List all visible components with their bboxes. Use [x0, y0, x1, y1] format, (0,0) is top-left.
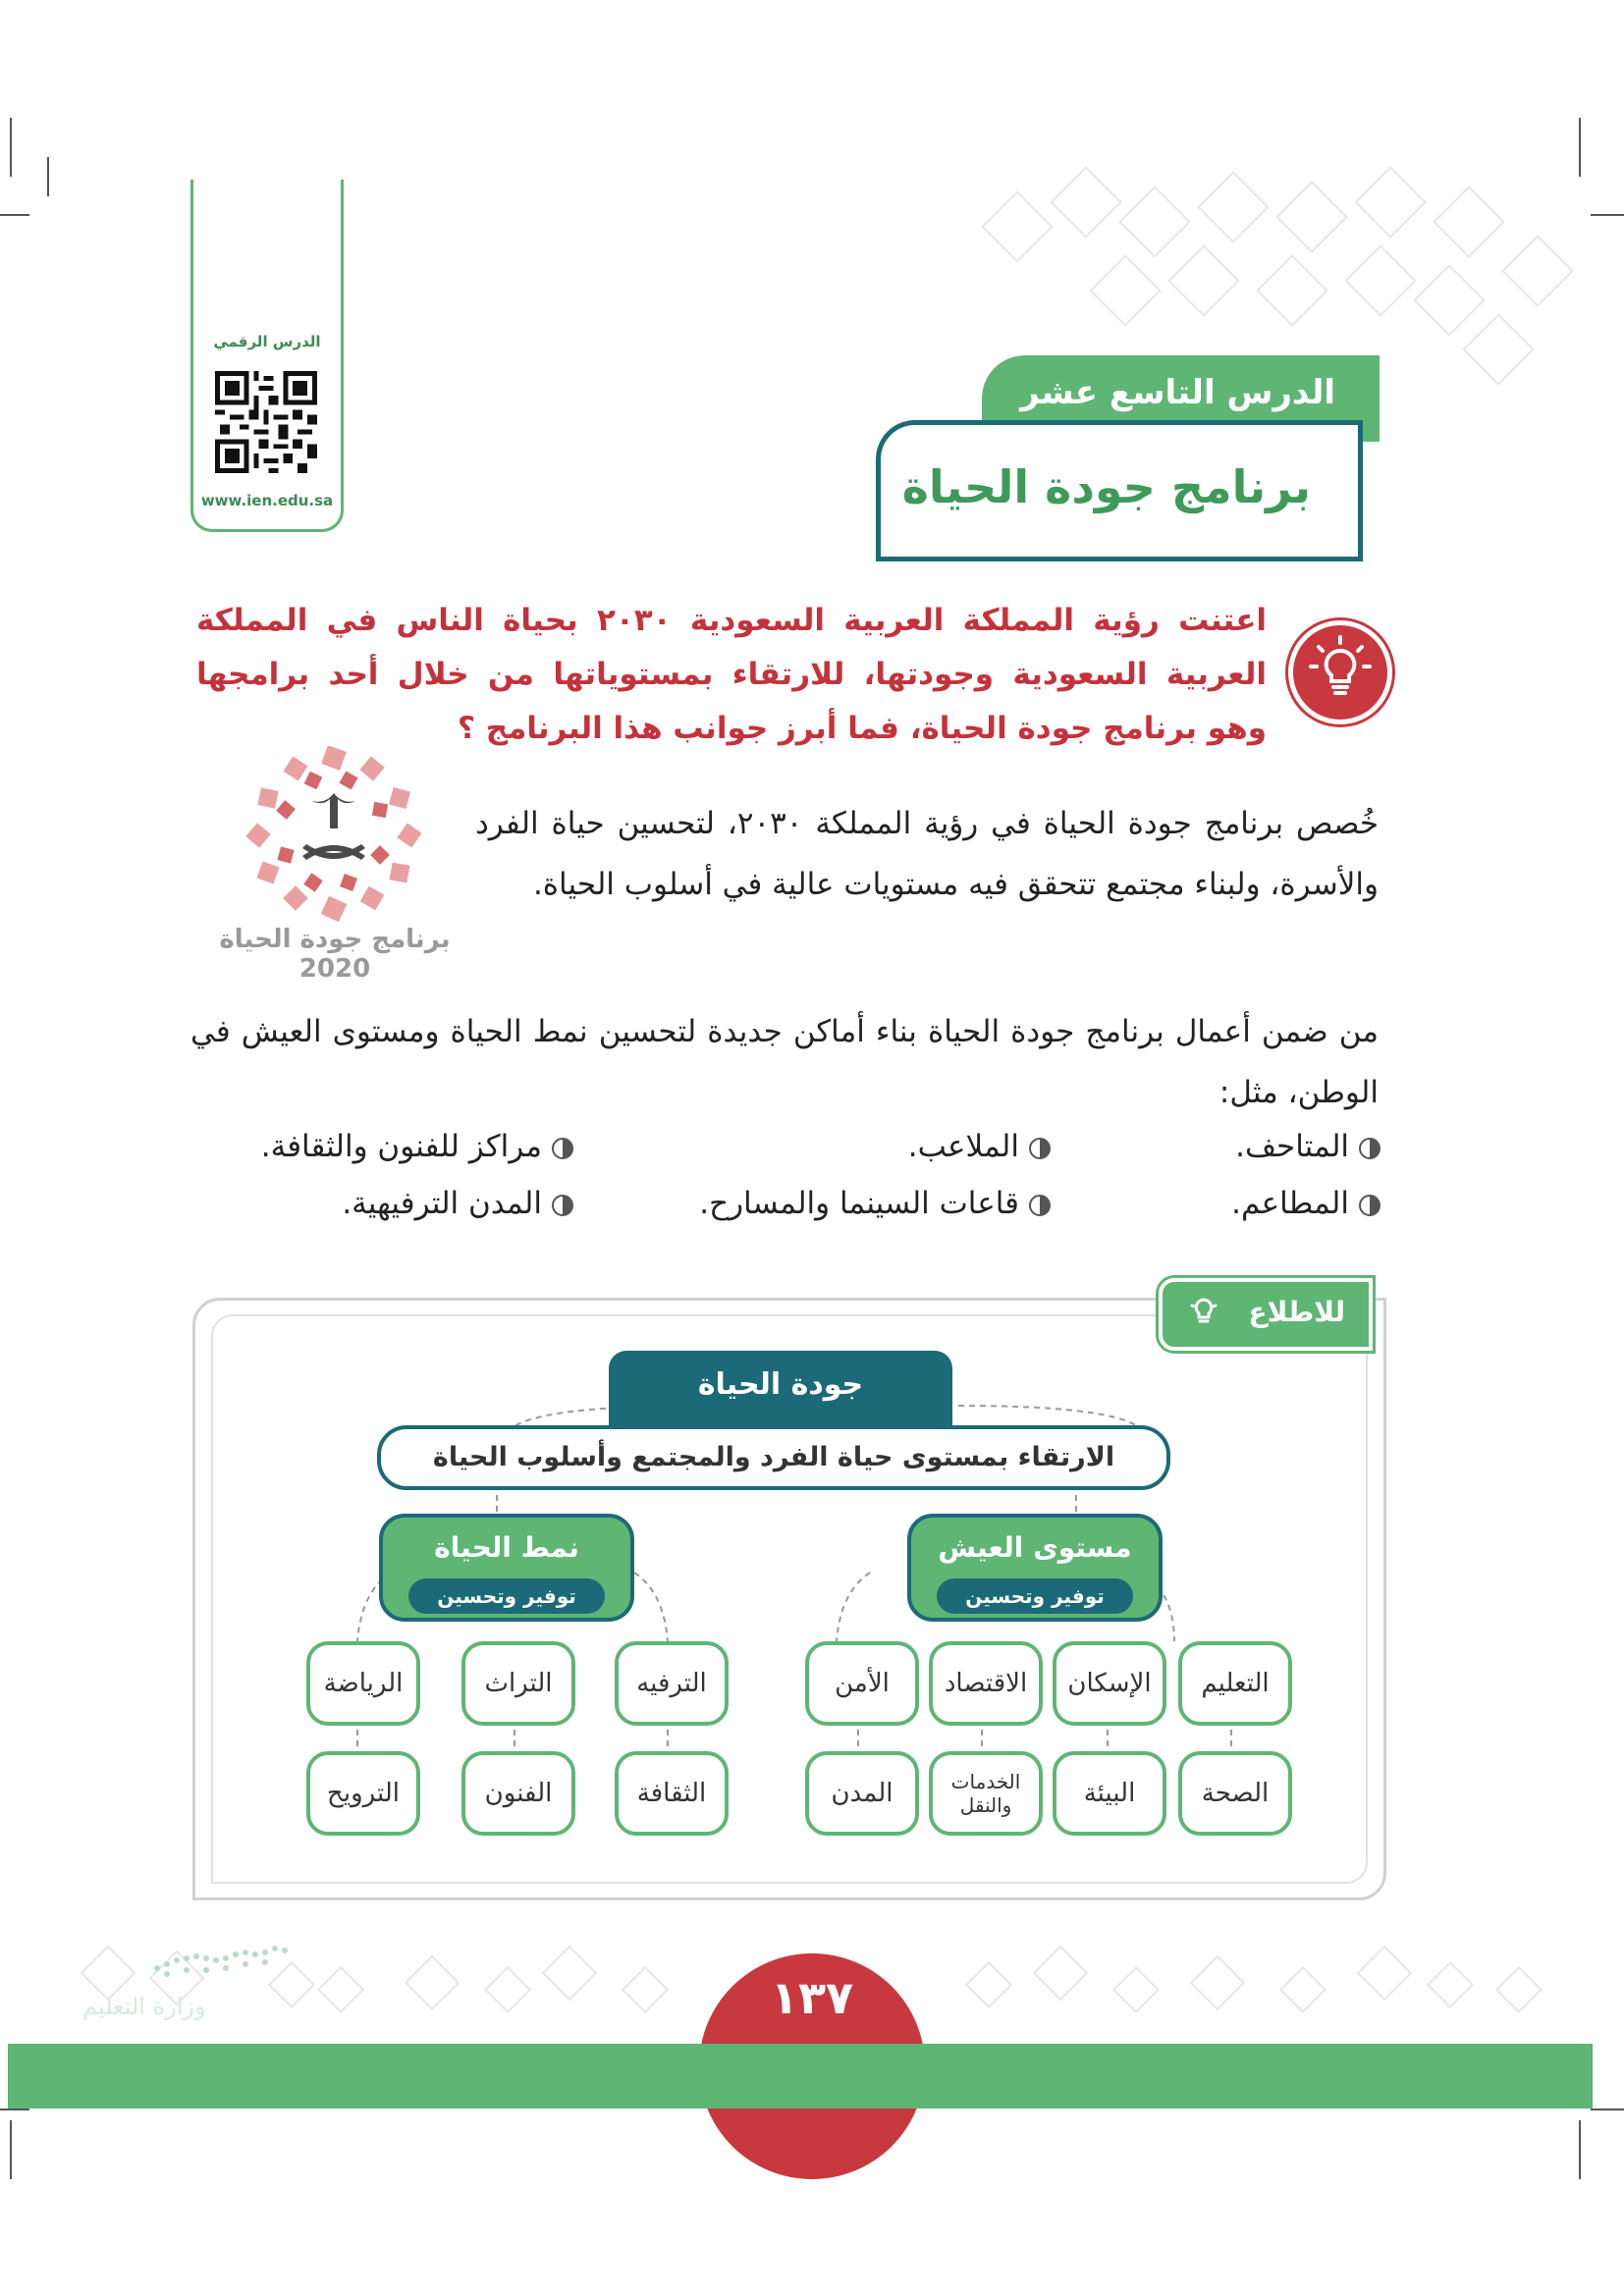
leaf-culture: الثقافة	[615, 1751, 729, 1836]
list-item: قاعات السينما والمسارح.	[699, 1186, 1051, 1221]
leaf-recreation: الترويح	[306, 1751, 420, 1836]
list-item: المطاعم.	[1231, 1186, 1380, 1221]
bullet-icon	[1359, 1138, 1380, 1159]
crop-mark	[1591, 2109, 1624, 2110]
pattern-diamond	[1501, 235, 1574, 307]
crop-mark	[10, 118, 12, 177]
pattern-diamond	[981, 190, 1054, 263]
pattern-diamond	[317, 1966, 364, 2013]
quality-of-life-logo	[236, 746, 432, 923]
pattern-diamond	[1279, 1966, 1326, 2013]
lightbulb-icon	[1288, 620, 1392, 724]
pattern-diamond	[405, 1955, 460, 2011]
crop-mark	[1591, 214, 1624, 216]
list-item: المدن الترفيهية.	[342, 1186, 573, 1221]
pattern-diamond	[1167, 244, 1240, 317]
ministry-logo-icon	[147, 1939, 304, 1984]
pattern-diamond	[1112, 1966, 1160, 2013]
crop-mark	[0, 214, 29, 216]
pattern-diamond	[1256, 254, 1328, 327]
pattern-diamond	[1462, 313, 1535, 386]
crop-mark	[47, 157, 49, 196]
pattern-diamond	[965, 1961, 1012, 2008]
leaf-cities: المدن	[805, 1751, 919, 1836]
lesson-title: برنامج جودة الحياة	[901, 460, 1311, 513]
bullet-icon	[1359, 1195, 1380, 1216]
leaf-education: التعليم	[1178, 1641, 1292, 1726]
pattern-diamond	[1275, 181, 1348, 253]
pattern-diamond	[1118, 186, 1191, 258]
leaf-services-transport: الخدمات والنقل	[929, 1751, 1043, 1836]
bullet-icon	[552, 1138, 573, 1159]
pattern-diamond	[1495, 1966, 1543, 2013]
leaf-entertainment: الترفيه	[615, 1641, 729, 1726]
leaf-heritage: التراث	[461, 1641, 575, 1726]
pattern-diamond	[1357, 1946, 1413, 2002]
leaf-housing: الإسكان	[1053, 1641, 1166, 1726]
pattern-diamond	[1427, 1961, 1474, 2008]
pattern-diamond	[484, 1966, 531, 2013]
leaf-arts: الفنون	[461, 1751, 575, 1836]
crop-mark	[0, 2109, 29, 2110]
bullet-icon	[1029, 1195, 1051, 1216]
logo-caption: برنامج جودة الحياة 2020	[219, 925, 451, 984]
list-item: الملاعب.	[908, 1129, 1051, 1164]
paragraph-program-places: من ضمن أعمال برنامج جودة الحياة بناء أماكن جديدة لتحسين نمط الحياة ومستوى العيش في الوطن، مثل:	[190, 1014, 1379, 1110]
pattern-diamond	[1033, 1946, 1089, 2002]
branch-subtitle: توفير وتحسين	[937, 1578, 1133, 1614]
pattern-diamond	[1344, 244, 1417, 317]
pattern-diamond	[1050, 166, 1122, 239]
pattern-diamond	[542, 1946, 598, 2002]
list-item: المتاحف.	[1235, 1129, 1380, 1164]
pattern-diamond	[1433, 186, 1505, 258]
page-number: ١٣٧	[770, 1971, 854, 2024]
branch-title: نمط الحياة	[434, 1531, 579, 1564]
crop-mark	[1579, 2120, 1581, 2179]
digital-lesson-label: الدرس الرقمي	[213, 333, 321, 350]
pattern-diamond	[1190, 1955, 1246, 2011]
branch-lifestyle	[379, 1514, 634, 1622]
bullet-icon	[1029, 1138, 1051, 1159]
list-item: مراكز للفنون والثقافة.	[261, 1129, 573, 1164]
intro-question: اعتنت رؤية المملكة العربية السعودية ٢٠٣٠ بحياة الناس في المملكة العربية السعودية وجودتها، للارتقاء بمستوياتها من خلال أحد برامجها وهو برنامج جودة الحياة، فما أبرز جوانب هذا البرنامج ؟	[196, 603, 1267, 746]
pattern-diamond	[1197, 171, 1270, 243]
pattern-diamond	[622, 1966, 669, 2013]
lesson-number: الدرس التاسع عشر	[1020, 373, 1335, 412]
website-link[interactable]: www.ien.edu.sa	[200, 492, 334, 509]
branch-title: مستوى العيش	[938, 1531, 1132, 1564]
digital-lesson-panel	[190, 180, 344, 532]
crop-mark	[10, 2120, 12, 2179]
leaf-economy: الاقتصاد	[929, 1641, 1043, 1726]
diagram-root: جودة الحياة	[609, 1351, 952, 1425]
ministry-name: وزارة التعليم	[82, 1993, 206, 2020]
branch-subtitle: توفير وتحسين	[408, 1578, 605, 1614]
pattern-diamond	[1354, 166, 1427, 239]
paragraph-program-purpose: خُصص برنامج جودة الحياة في رؤية المملكة ٢٠٣٠، لتحسين حياة الفرد والأسرة، ولبناء مجتمع تتحقق فيه مستويات عالية في أسلوب الحياة.	[475, 806, 1379, 902]
lesson-title-box	[876, 420, 1363, 561]
qr-code-icon[interactable]	[215, 371, 317, 473]
diagram-goal: الارتقاء بمستوى حياة الفرد والمجتمع وأسلوب الحياة	[377, 1425, 1170, 1490]
bullet-icon	[552, 1195, 573, 1216]
leaf-sports: الرياضة	[306, 1641, 420, 1726]
leaf-security: الأمن	[805, 1641, 919, 1726]
pattern-diamond	[1089, 254, 1162, 327]
leaf-environment: البيئة	[1053, 1751, 1166, 1836]
footer-band	[8, 2044, 1593, 2109]
pattern-diamond	[1413, 264, 1486, 337]
leaf-health: الصحة	[1178, 1751, 1292, 1836]
info-tag-label: للاطلاع	[1248, 1296, 1345, 1328]
crop-mark	[1579, 118, 1581, 177]
branch-living-standard	[907, 1514, 1163, 1622]
